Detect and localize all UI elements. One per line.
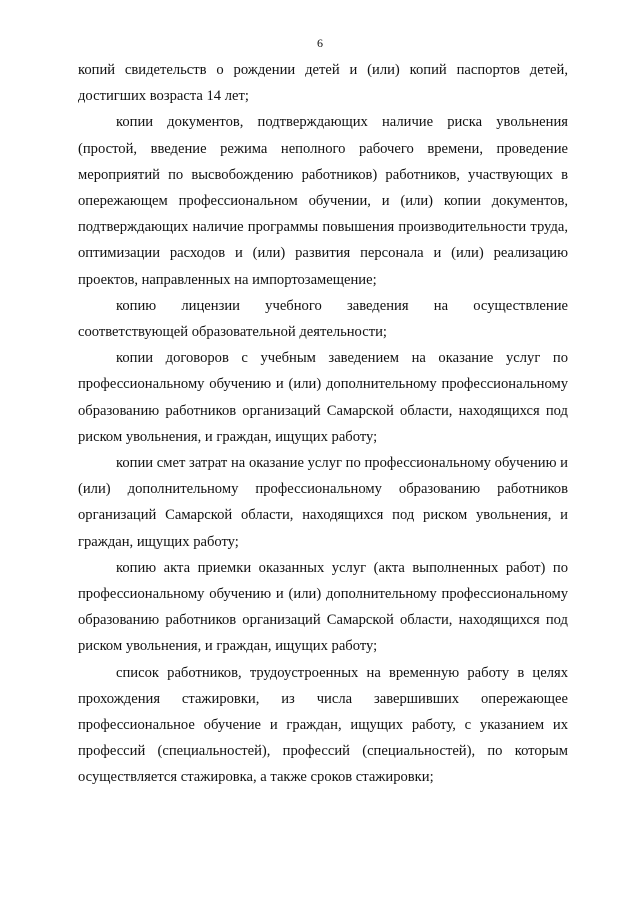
paragraph-license-copy: копию лицензии учебного заведения на осуществление соответствующей образовательной деятельности; <box>78 297 568 341</box>
paragraph-cost-estimates: копии смет затрат на оказание услуг по профессиональному обучению и (или) дополнительному профессиональному образованию работников организаций Самарской области, находящихся под риском увольнения, и граждан, ищущих работу; <box>78 455 568 550</box>
paragraph-contract-copies: копии договоров с учебным заведением на оказание услуг по профессиональному обучению и (или) дополнительному профессиональному образованию работников организаций Самарской области, находящихся под риском увольнения, и граждан, ищущих работу; <box>78 350 568 445</box>
paragraph-dismissal-risk-documents: копии документов, подтверждающих наличие риска увольнения (простой, введение режима неполного рабочего времени, проведение мероприятий по высвобождению работников) работников, участвующих в опережающем профессиональном обучении, и (или) копии документов, подтверждающих наличие программы повышения производительности труда, оптимизации расходов и (или) развития персонала и (или) реализацию проектов, направленных на импортозамещение; <box>78 114 568 288</box>
paragraph-acceptance-act: копию акта приемки оказанных услуг (акта выполненных работ) по профессиональному обучению и (или) дополнительному профессиональному образованию работников организаций Самарской области, находящихся под риском увольнения, и граждан, ищущих работу; <box>78 559 568 655</box>
paragraph-birth-certificates: копий свидетельств о рождении детей и (или) копий паспортов детей, достигших возраста 14 лет; <box>78 62 568 105</box>
document-body <box>78 57 568 791</box>
page-number: 6 <box>317 36 323 50</box>
paragraph-employee-list: список работников, трудоустроенных на временную работу в целях прохождения стажировки, из числа завершивших опережающее профессиональное обучение и граждан, ищущих работу, с указанием их профессий (специальностей), профессий (специальностей), по которым осуществляется стажировка, а также сроков стажировки; <box>78 664 568 786</box>
